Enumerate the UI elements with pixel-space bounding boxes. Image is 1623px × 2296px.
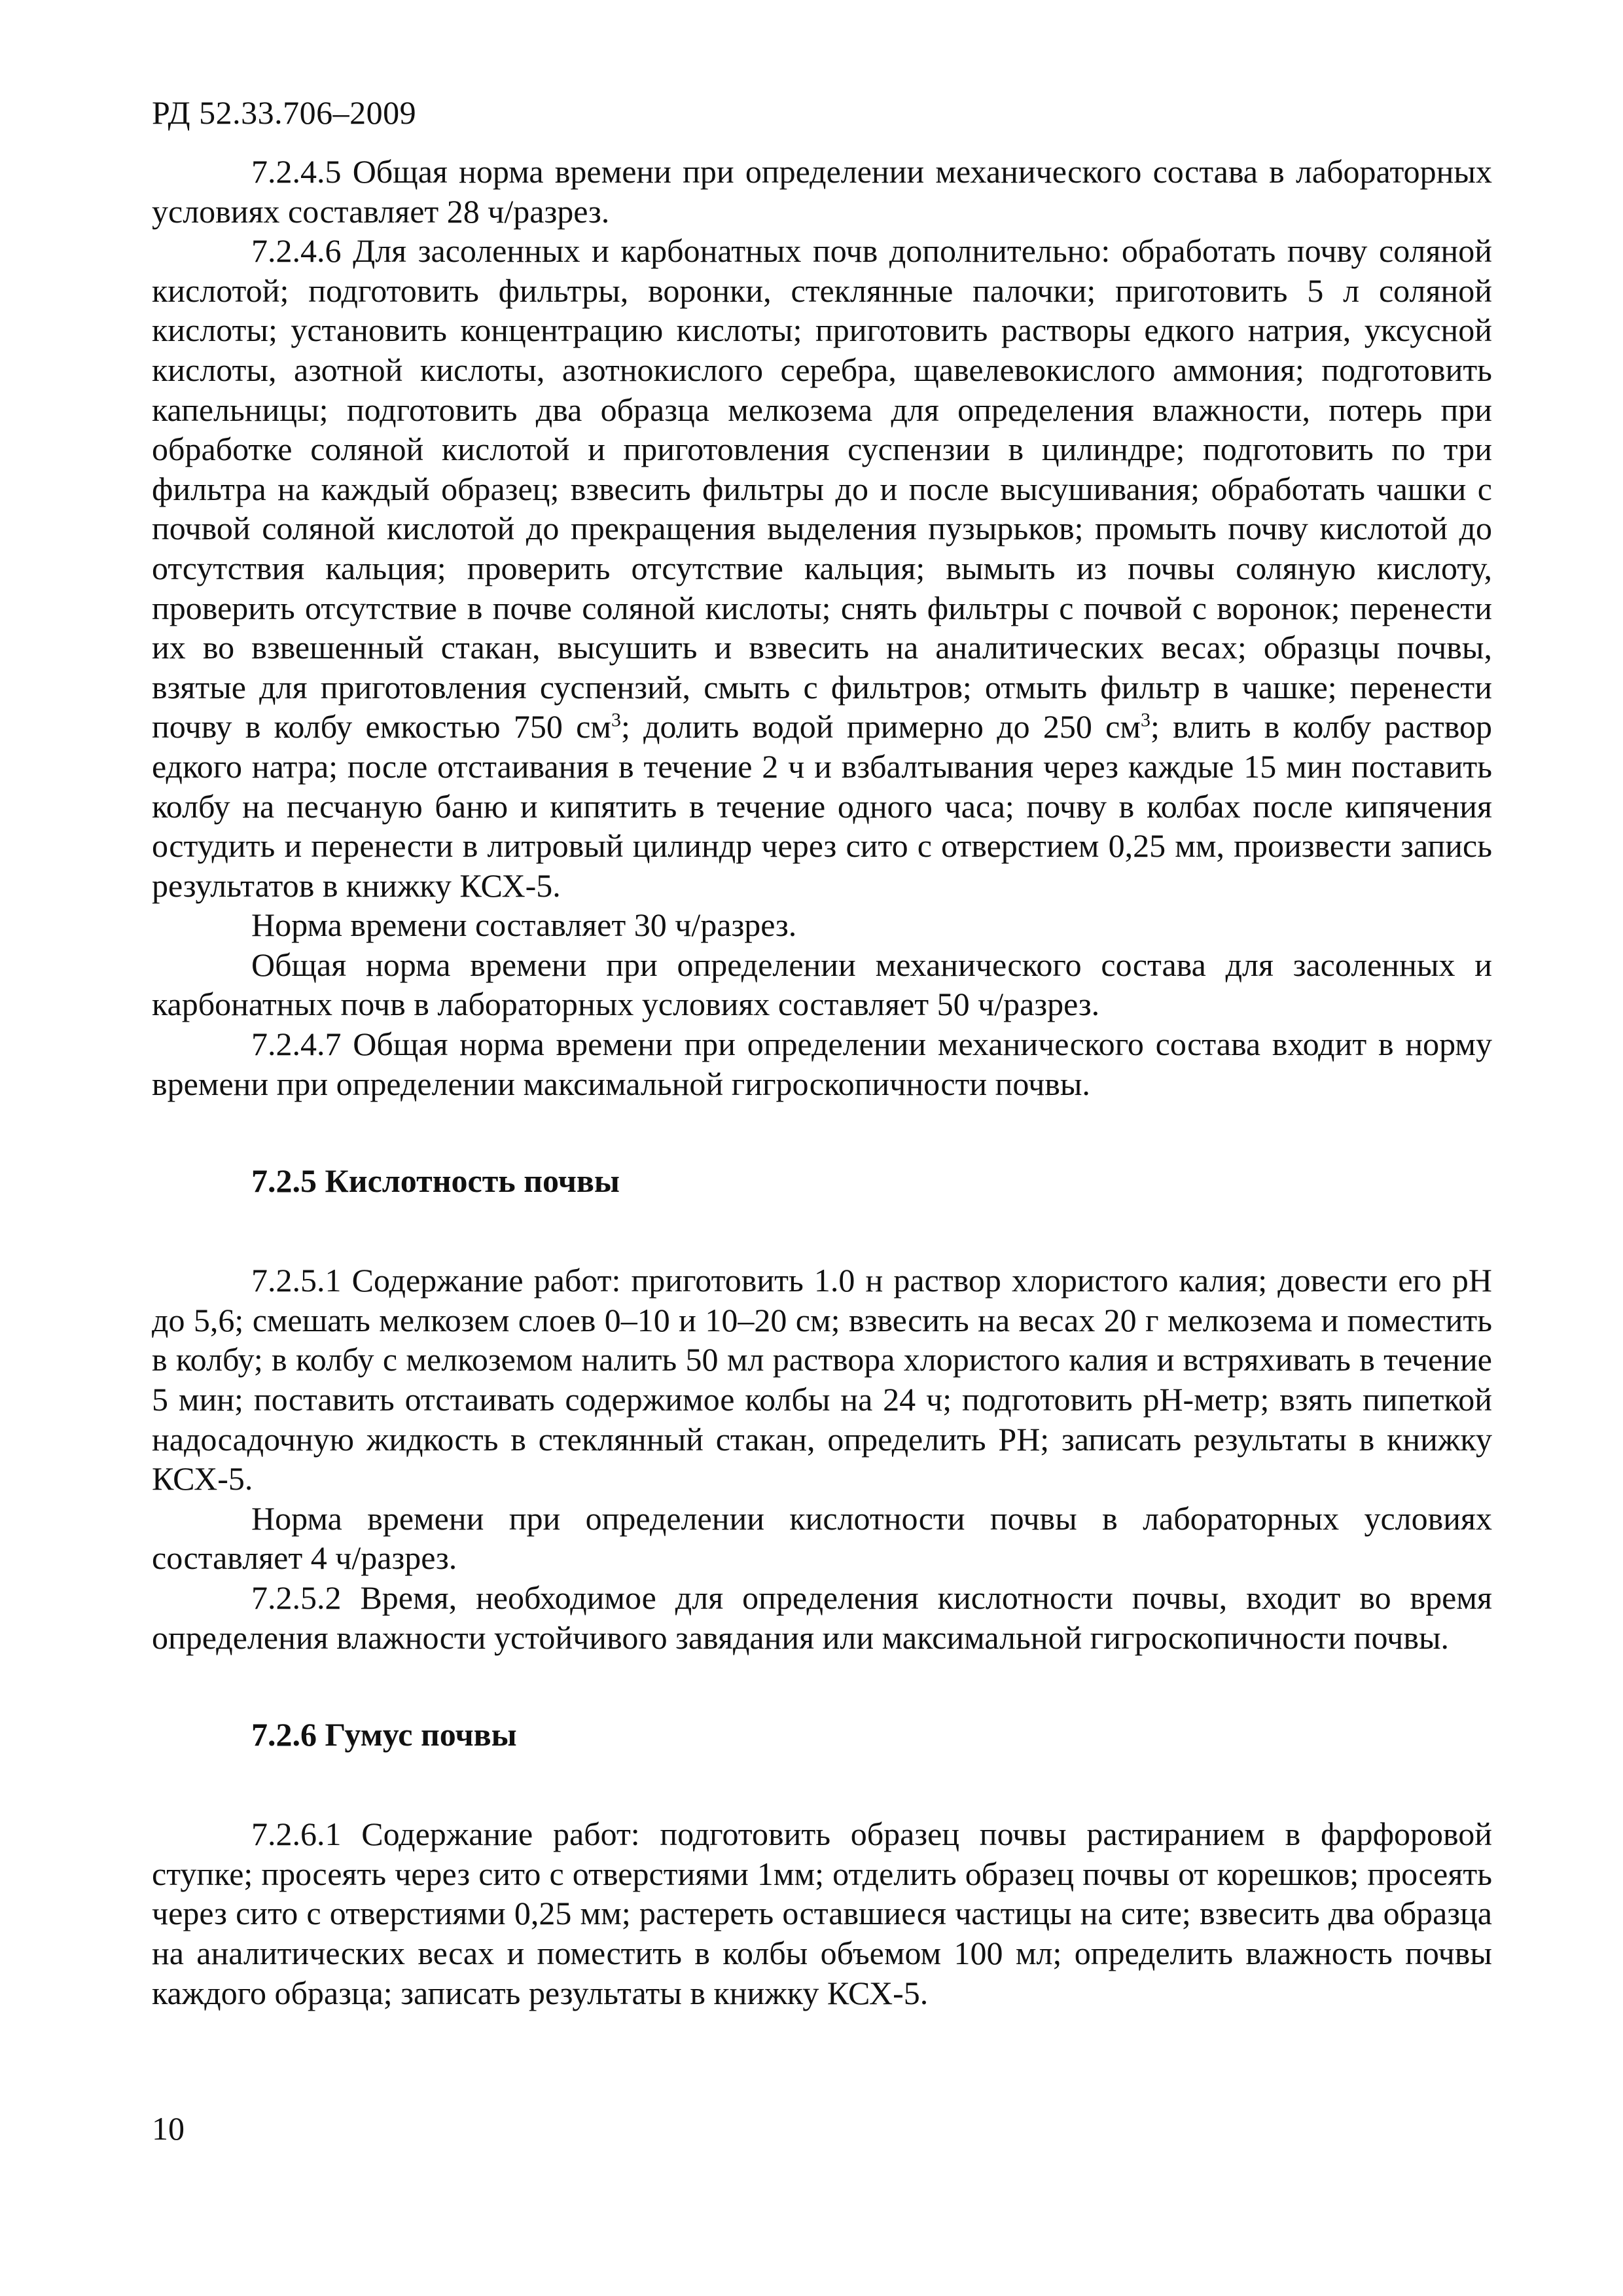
superscript-cubic-1: 3 — [611, 709, 621, 731]
section-heading-acidity: 7.2.5 Кислотность почвы — [251, 1162, 620, 1200]
paragraph-7-2-4-5: 7.2.4.5 Общая норма времени при определении механического состава в лабораторных условиях составляет 28 ч/разрез. — [152, 153, 1492, 230]
paragraph-7-2-5-2: 7.2.5.2 Время, необходимое для определения кислотности почвы, входит во время определения влажности устойчивого завядания или максимальной гигроскопичности почвы. — [152, 1579, 1492, 1656]
document-code-header: РД 52.33.706–2009 — [152, 94, 417, 131]
superscript-cubic-2: 3 — [1141, 709, 1151, 731]
paragraph-acidity-time-norm: Норма времени при определении кислотности почвы в лабораторных условиях составляет 4 ч/разрез. — [152, 1499, 1492, 1577]
paragraph-7-2-4-7: 7.2.4.7 Общая норма времени при определении механического состава входит в норму времени при определении максимальной гигроскопичности почвы. — [152, 1026, 1492, 1102]
paragraph-total-norm-saline: Общая норма времени при определении механического состава для засоленных и карбонатных почв в лабораторных условиях составляет 50 ч/разрез. — [152, 946, 1492, 1023]
paragraph-7-2-6-1: 7.2.6.1 Содержание работ: подготовить образец почвы растиранием в фарфоровой ступке; просеять через сито с отверстиями 1мм; отделить образец почвы от корешков; просеять через сито с отверстиями 0,25 мм; растереть оставшиеся частицы на сите; взвесить два образца на аналитических весах и поместить в колбы объемом 100 мл; определить влажность почвы каждого образца; записать результаты в книжку КСХ-5. — [152, 1816, 1492, 2011]
paragraph-7-2-4-6 — [152, 231, 1492, 905]
paragraph-7-2-4-6-part1: 7.2.4.6 Для засоленных и карбонатных почв дополнительно: обработать почву соляной кислотой; подготовить фильтры, воронки, стеклянные палочки; приготовить 5 л соляной кислоты; установить концентрацию кислоты; приготовить растворы едкого натрия, уксусной кислоты, азотной кислоты, азотнокислого серебра, щавелевокислого аммония; подготовить капельницы; подготовить два образца мелкозема для определения влажности, потерь при обработке соляной кислотой и приготовления суспензии в цилиндре; подготовить по три фильтра на каждый образец; взвесить фильтры до и после высушивания; обработать чашки с почвой соляной кислотой до прекращения выделения пузырьков; промыть почву кислотой до отсутствия кальция; проверить отсутствие кальция; вымыть из почвы соляную кислоту, проверить отсутствие в почве соляной кислоты; снять фильтры с почвой с воронок; перенести их во взвешенный стакан, высушить и взвесить на аналитических весах; образцы почвы, взятые для приготовления суспензий, смыть с фильтров; отмыть фильтр в чашке; перенести почву в колбу емкостью 750 см — [152, 232, 1492, 745]
page-number: 10 — [152, 2110, 185, 2147]
paragraph-7-2-4-6-part3: ; влить в колбу раствор едкого натра; после отстаивания в течение 2 ч и взбалтывания через каждые 15 мин поставить колбу на песчаную баню и кипятить в течение одного часа; почву в колбах после кипячения остудить и перенести в литровый цилиндр через сито с отверстием 0,25 мм, произвести запись результатов в книжку КСХ-5. — [152, 708, 1493, 904]
paragraph-7-2-5-1: 7.2.5.1 Содержание работ: приготовить 1.0 н раствор хлористого калия; довести его pH до 5,6; смешать мелкозем слоев 0–10 и 10–20 см; взвесить на весах 20 г мелкозема и поместить в колбу; в колбу с мелкоземом налить 50 мл раствора хлористого калия и встряхивать в течение 5 мин; поставить отстаивать содержимое колбы на 24 ч; подготовить pH-метр; взять пипеткой надосадочную жидкость в стеклянный стакан, определить РН; записать результаты в книжку КСХ-5. — [152, 1262, 1492, 1498]
paragraph-7-2-4-6-part2: ; долить водой примерно до 250 см — [620, 708, 1141, 745]
document-body — [152, 152, 1492, 2013]
paragraph-time-norm-30: Норма времени составляет 30 ч/разрез. — [251, 906, 797, 944]
section-heading-humus: 7.2.6 Гумус почвы — [251, 1716, 517, 1753]
